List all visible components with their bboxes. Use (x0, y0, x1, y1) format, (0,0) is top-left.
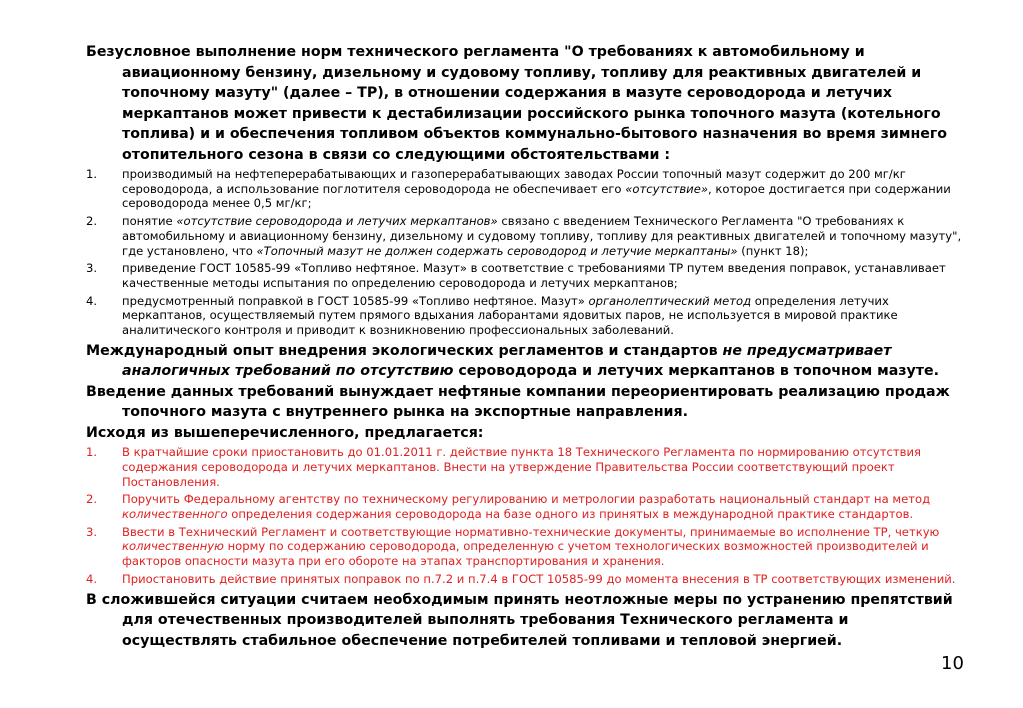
intl-text-end: сероводорода и летучих меркаптанов в топочном мазуте. (453, 363, 940, 380)
list-item-emphasis: «Топочный мазут не должен содержать сероводород и летучие меркаптаны» (256, 243, 738, 258)
list-item-emphasis: «отсутствие» (625, 181, 708, 196)
conclusion-paragraph: В сложившейся ситуации считаем необходимым принять неотложные меры по устранению препятствий для отечественных производителей выполнять требования Технического регламента и осуществлять стабильное обеспечение потребителей топливами и тепловой энергией. (86, 591, 953, 649)
list-item-text: Приостановить действие принятых поправок по п.7.2 и п.7.4 в ГОСТ 10585-99 до момента внесения в ТР соответствующих изменений. (122, 571, 956, 586)
proposal-heading: Исходя из вышеперечисленного, предлагается: (86, 424, 484, 441)
proposals-list (86, 445, 966, 586)
intl-emphasis: не предусматривает аналогичных требований по отсутствию (122, 342, 892, 380)
list-item-text: Ввести в Технический Регламент и соответствующие нормативно-технические документы, принимаемые во исполнение ТР, четкую (122, 524, 940, 539)
list-item-emphasis: «отсутствие сероводорода и летучих меркаптанов» (176, 214, 498, 229)
list-item-emphasis: количественную (122, 539, 224, 554)
list-item-number: 4. (86, 293, 98, 308)
list-item-number: 2. (86, 492, 98, 507)
list-item-number: 3. (86, 261, 98, 276)
list-item-text: приведение ГОСТ 10585-99 «Топливо нефтяное. Мазут» в соответствие с требованиями ТР путем введения поправок, устанавливает качественные методы испытания по определению сероводорода и летучих меркаптанов; (122, 261, 946, 290)
intl-text: Международный опыт внедрения экологических регламентов и стандартов (86, 342, 723, 359)
reasons-list (86, 167, 966, 338)
list-item-text: , которое достигается при содержании сероводорода менее 0,5 мг/кг; (122, 181, 951, 211)
list-item (86, 445, 966, 489)
list-item (86, 572, 966, 587)
list-item-text: (пункт 18); (737, 243, 809, 258)
list-item-text: определения содержания сероводорода на базе одного из принятых в международной практике стандартов. (227, 507, 914, 522)
list-item-number: 3. (86, 524, 98, 539)
document-body (86, 42, 966, 651)
list-item-number: 4. (86, 571, 98, 586)
list-item-text: предусмотренный поправкой в ГОСТ 10585-99 «Топливо нефтяное. Мазут» (122, 293, 589, 308)
list-item-number: 2. (86, 214, 98, 229)
intro-paragraph: Безусловное выполнение норм технического регламента "О требованиях к автомобильному и авиационному бензину, дизельному и судовому топливу, топливу для реактивных двигателей и топочному мазуту" (далее – ТР), в отношении содержания в мазуте сероводорода и летучих меркаптанов может привести к дестабилизации российского рынка топочного мазута (котельного топлива) и и обеспечения топливом объектов коммунально-бытового назначения во время зимнего отопительного сезона в связи со следующими обстоятельствами : (86, 44, 948, 163)
list-item-text: производимый на нефтеперерабатывающих и газоперерабатывающих заводах России топочный мазут содержит до 200 мг/кг сероводорода, а использование поглотителя сероводорода не обеспечивает его (122, 167, 906, 196)
list-item-text: Поручить Федеральному агентству по техническому регулированию и метрологии разработать национальный стандарт на метод (122, 492, 931, 507)
international-experience-paragraph (86, 341, 966, 382)
list-item (86, 261, 966, 290)
export-paragraph: Введение данных требований вынуждает нефтяные компании переориентировать реализацию продаж топочного мазута с внутреннего рынка на экспортные направления. (86, 383, 950, 421)
list-item-text: В кратчайшие сроки приостановить до 01.01.2011 г. действие пункта 18 Технического Регламента по нормированию отсутствия содержания сероводорода и летучих меркаптанов. Внести на утверждение Правительства России соответствующий проект Постановления. (122, 445, 921, 489)
list-item (86, 492, 966, 521)
list-item (86, 294, 966, 338)
list-item-emphasis: количественного (122, 507, 228, 522)
list-item-text: определения летучих меркаптанов, осуществляемый путем прямого вдыхания лаборантами ядовитых паров, не используется в мировой практике аналитического контроля и приводит к возникновению профессиональных заболеваний. (122, 293, 898, 338)
list-item-number: 1. (86, 167, 98, 181)
list-item (86, 525, 966, 569)
list-item-text: связано с введением Технического Регламента "О требованиях к автомобильному и авиационному бензину, дизельному и судовому топливу, топливу для реактивных двигателей и топочному мазуту", где установлено, что (122, 214, 962, 258)
list-item (86, 214, 966, 258)
list-item (86, 167, 966, 211)
list-item-number: 1. (86, 445, 98, 460)
list-item-text: понятие (122, 214, 177, 229)
page-number: 10 (941, 653, 964, 674)
list-item-emphasis: органолептический метод (588, 293, 752, 308)
list-item-text: норму по содержанию сероводорода, определенную с учетом технологических возможностей производителей и факторов опасности мазута при его обороте на этапах транспортирования и хранения. (122, 539, 929, 569)
